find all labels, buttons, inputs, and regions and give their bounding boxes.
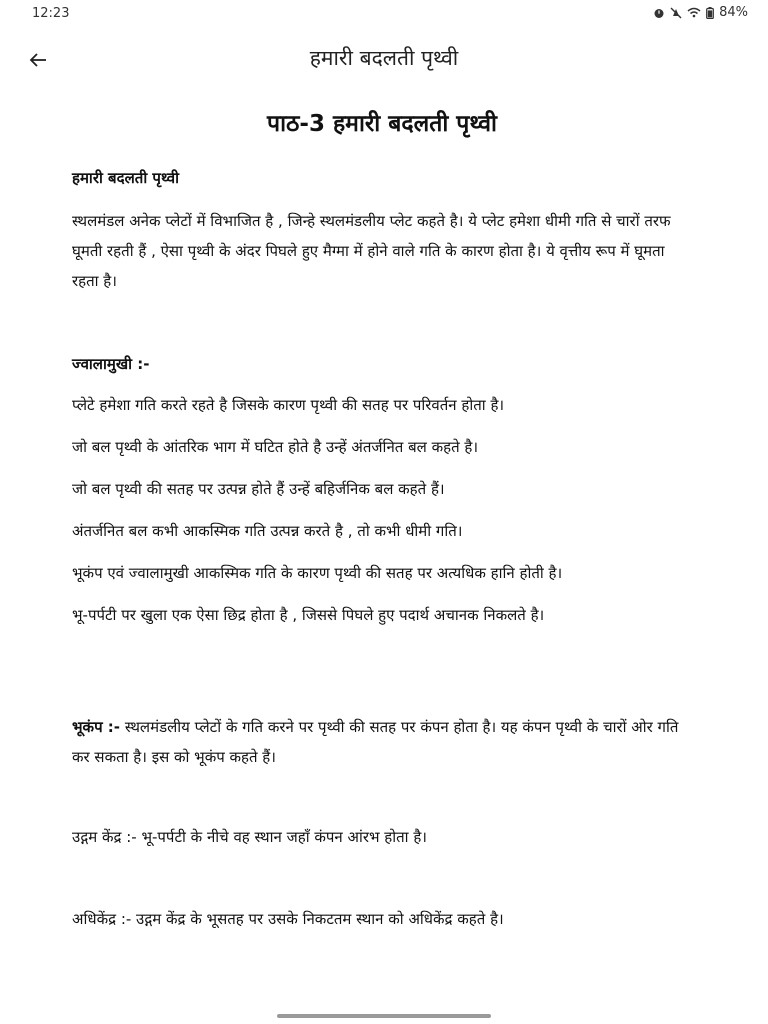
earthquake-paragraph [72,712,692,772]
status-bar [0,0,768,28]
volcano-point: जो बल पृथ्वी के आंतरिक भाग में घटित होते है उन्हें अंतर्जनित बल कहते है। [72,438,479,456]
document-content [72,100,692,934]
volcano-point: भूकंप एवं ज्वालामुखी आकस्मिक गति के कारण पृथ्वी की सतह पर अत्यधिक हानि होती है। [72,564,563,582]
battery-percentage: 84% [719,5,748,20]
volcano-point: प्लेटे हमेशा गति करते रहते है जिसके कारण पृथ्वी की सतह पर परिवर्तन होता है। [72,396,505,414]
status-icons [653,5,748,20]
intro-paragraph: स्थलमंडल अनेक प्लेटों में विभाजित है , जिन्हे स्थलमंडलीय प्लेट कहते है। ये प्लेट हमेशा धीमी गति से चारों तरफ घूमती रहती हैं , ऐसा पृथ्वी के अंदर पिघले हुए मैग्मा में होने वाले गति के कारण होता है। ये वृत्तीय रूप में घूमता रहता है। [72,212,671,290]
volcano-heading: ज्वालामुखी :- [72,355,150,373]
earthquake-term: भूकंप :- [72,718,121,736]
battery-icon [706,7,714,19]
earthquake-definition: स्थलमंडलीय प्लेटों के गति करने पर पृथ्वी की सतह पर कंपन होता है। यह कंपन पृथ्वी के चारों ओर गति कर सकता है। इस को भूकंप कहते हैं। [72,718,679,766]
home-indicator[interactable] [277,1014,491,1018]
alarm-icon [653,7,665,19]
app-title: हमारी बदलती पृथ्वी [309,46,459,70]
app-bar [0,36,768,82]
document-title: पाठ-3 हमारी बदलती पृथ्वी [267,111,497,137]
focus-paragraph: उद्गम केंद्र :- भू-पर्पटी के नीचे वह स्थान जहाँ कंपन आंरभ होता है। [72,828,427,846]
epicentre-paragraph: अधिकेंद्र :- उद्गम केंद्र के भूसतह पर उसके निकटतम स्थान को अधिकेंद्र कहते है। [72,910,504,928]
volcano-points [72,390,692,630]
status-time: 12:23 [32,6,70,21]
volcano-point: जो बल पृथ्वी की सतह पर उत्पन्न होते हैं उन्हें बहिर्जनिक बल कहते हैं। [72,480,445,498]
volcano-point: अंतर्जनित बल कभी आकस्मिक गति उत्पन्न करते है , तो कभी धीमी गति। [72,522,463,540]
wifi-icon [687,7,701,18]
do-not-disturb-icon [670,7,682,19]
intro-heading: हमारी बदलती पृथ्वी [72,169,179,187]
volcano-point: भू-पर्पटी पर खुला एक ऐसा छिद्र होता है , जिससे पिघले हुए पदार्थ अचानक निकलते है। [72,606,545,624]
